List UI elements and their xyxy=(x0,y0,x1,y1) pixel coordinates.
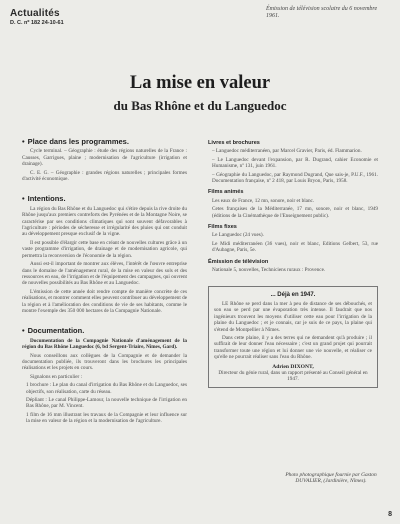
left-column xyxy=(22,135,187,427)
paragraph: Nous conseillons aux collègues de la Compagnie et de demander la documentation publiée, ils trouveront dans les brochures les principales réalisations et les projets en cours. xyxy=(22,352,187,372)
films-heading: Films animés xyxy=(208,189,244,196)
paragraph: L'émission de cette année doit rendre compte de manière concrète de ces réalisations, et montrer comment elles peuvent contribuer au développement de la région et à l'amélioration des conditions de vie de ses habitants, comme le montre l'exemple des 350 000 hectares de la Compagnie Nationale. xyxy=(22,288,187,314)
section-heading-intentions: • Intentions. xyxy=(22,194,66,204)
list-item: Le Languedoc (24 vues). xyxy=(212,232,264,239)
signature-name: Adrien DIXONT, xyxy=(272,363,314,370)
page-title: La mise en valeur xyxy=(129,73,271,93)
books-heading: Livres et brochures xyxy=(208,140,260,146)
page-number: 8 xyxy=(388,511,392,518)
list-item: – Le Languedoc devant l'expansion, par R. Dugrand, cahier Economie et Humanisme, nº 131, juin 1961. xyxy=(212,156,378,170)
quote-box xyxy=(208,286,378,388)
list-item: – Languedoc méditerranéen, par Marcel Gravier, Paris, éd. Flammarion. xyxy=(212,148,362,155)
page-subtitle: du Bas Rhône et du Languedoc xyxy=(113,98,287,113)
publication-header xyxy=(10,8,64,26)
list-item: 1 film de 16 mm illustrant les travaux de la Compagnie et leur influence sur la mise en valeur de la région et la modernisation de l'agriculture. xyxy=(26,411,187,425)
bullet-icon: • xyxy=(22,194,25,204)
brand-name: Actualités xyxy=(10,8,60,19)
quote-heading: ... Déjà en 1947. xyxy=(270,291,316,298)
broadcast-note: Émission de télévision scolaire du 6 novembre 1961. xyxy=(266,6,378,19)
list-item: Le Midi méditerranéen (36 vues), noir et blanc, Editions Gelbert, 53, rue d'Aubagne, Paris, 5e. xyxy=(212,240,378,254)
issue-number: D. C. nº 182 24-10-61 xyxy=(10,20,64,26)
paragraph: La région du Bas Rhône et du Languedoc qui s'étire depuis la rive droite du Rhône jusqu'aux premiers contreforts des Pyrénées et de la Montagne Noire, se caractérise par ses conditions climatiques qui sont souvent défavorables à l'agriculture : périodes de sécheresse et irrégularité des pluies qui ont conduit au développement presque exclusif de la vigne. xyxy=(22,205,187,238)
section-heading-place: • Place dans les programmes. xyxy=(22,137,129,146)
paragraph: Dans cette plaine, il y a des terres qui ne demandent qu'à produire ; il suffirait de leur donner l'eau nécessaire ; c'est un grand projet qui pourrait transformer toute une région et lui donner une vie nouvelle, et réaliser ce qu'elle ne pourrait réaliser sans l'eau du Rhône. xyxy=(214,334,372,361)
bullet-icon: • xyxy=(22,326,25,336)
paragraph: LE Rhône se perd dans la mer à peu de distance de ses débouchés, et son eau se perd par une évaporation très intense. Il faudrait que nos ingénieurs trouvent les moyens d'utiliser cette eau pour l'irrigation de la plaine du Languedoc ; et je connais, car je suis de ce pays, la plaine qui s'étend de Montpellier à Nîmes. xyxy=(214,300,372,333)
paragraph: Cycle terminal. – Géographie : étude des régions naturelles de la France : Causses, Garrigues, plaine ; modernisation de l'agriculture (irrigation et drainage). xyxy=(22,148,187,168)
signature-role: Directeur du génie rural, dans un rapport présenté au Conseil général en 1947. xyxy=(218,369,368,383)
photo-credit: Photo photographique fournie par Gaston DUVALIER, (Jardinière, Nîmes). xyxy=(285,472,377,485)
paragraph: Il est possible d'élargir cette base en créant de nouvelles cultures grâce à un vaste programme d'irrigation, de drainage et de modernisation agricole, qui permettra la reconversion de l'économie de la région. xyxy=(22,239,187,259)
list-item: 1 brochure : Le plan du canal d'irrigation du Bas Rhône et du Languedoc, ses objectifs, son réalisation, carte du réseau. xyxy=(26,382,187,395)
section-heading-documentation: • Documentation. xyxy=(22,326,85,336)
paragraph: Signalons en particulier : xyxy=(30,373,83,380)
paragraph: Aussi est-il important de montrer aux élèves, l'intérêt de l'œuvre entreprise dans le domaine de l'aménagement rural, de la mise en valeur des sols et des ressources en eau, de l'irrigation et de l'équipement des campagnes, qui ouvrent de nouvelles possibilités au Bas Rhône et au Languedoc. xyxy=(22,261,187,287)
paragraph: Documentation de la Compagnie Nationale d'aménagement de la région du Bas Rhône Languedoc (6, bd Sergent-Triaire, Nîmes, Gard). xyxy=(22,337,187,351)
list-item: Les eaux de France, 12 mn, sonore, noir et blanc. xyxy=(212,197,315,204)
bullet-icon: • xyxy=(22,137,25,146)
signature-block xyxy=(214,364,372,383)
paragraph: C. E. G. – Géographie : grandes régions naturelles ; principales formes d'activité économique. xyxy=(22,169,187,183)
emission-heading: Émission de télévision xyxy=(208,258,269,265)
list-item: Nationale 5, nouvelles, Techniciens ruraux : Provence. xyxy=(212,267,326,274)
right-column xyxy=(208,135,378,388)
list-item: Dépliant : Le canal Philippe-Lamour, la nouvelle technique de l'irrigation en Bas Rhône, par M. Vincent. xyxy=(26,397,187,410)
list-item: – Géographie du Languedoc, par Raymond Dugrand, Que sais-je, P.U.F., 1961. Documentation française, nº 2 418, par Louis Bryon, Paris, 1958. xyxy=(212,171,378,185)
fixed-films-heading: Films fixes xyxy=(208,224,237,231)
list-item: Cetes françaises de la Méditerranée, 17 mn, sonore, noir et blanc, 1949 (éditions de la Cinémathèque de l'Enseignement public). xyxy=(212,206,378,219)
